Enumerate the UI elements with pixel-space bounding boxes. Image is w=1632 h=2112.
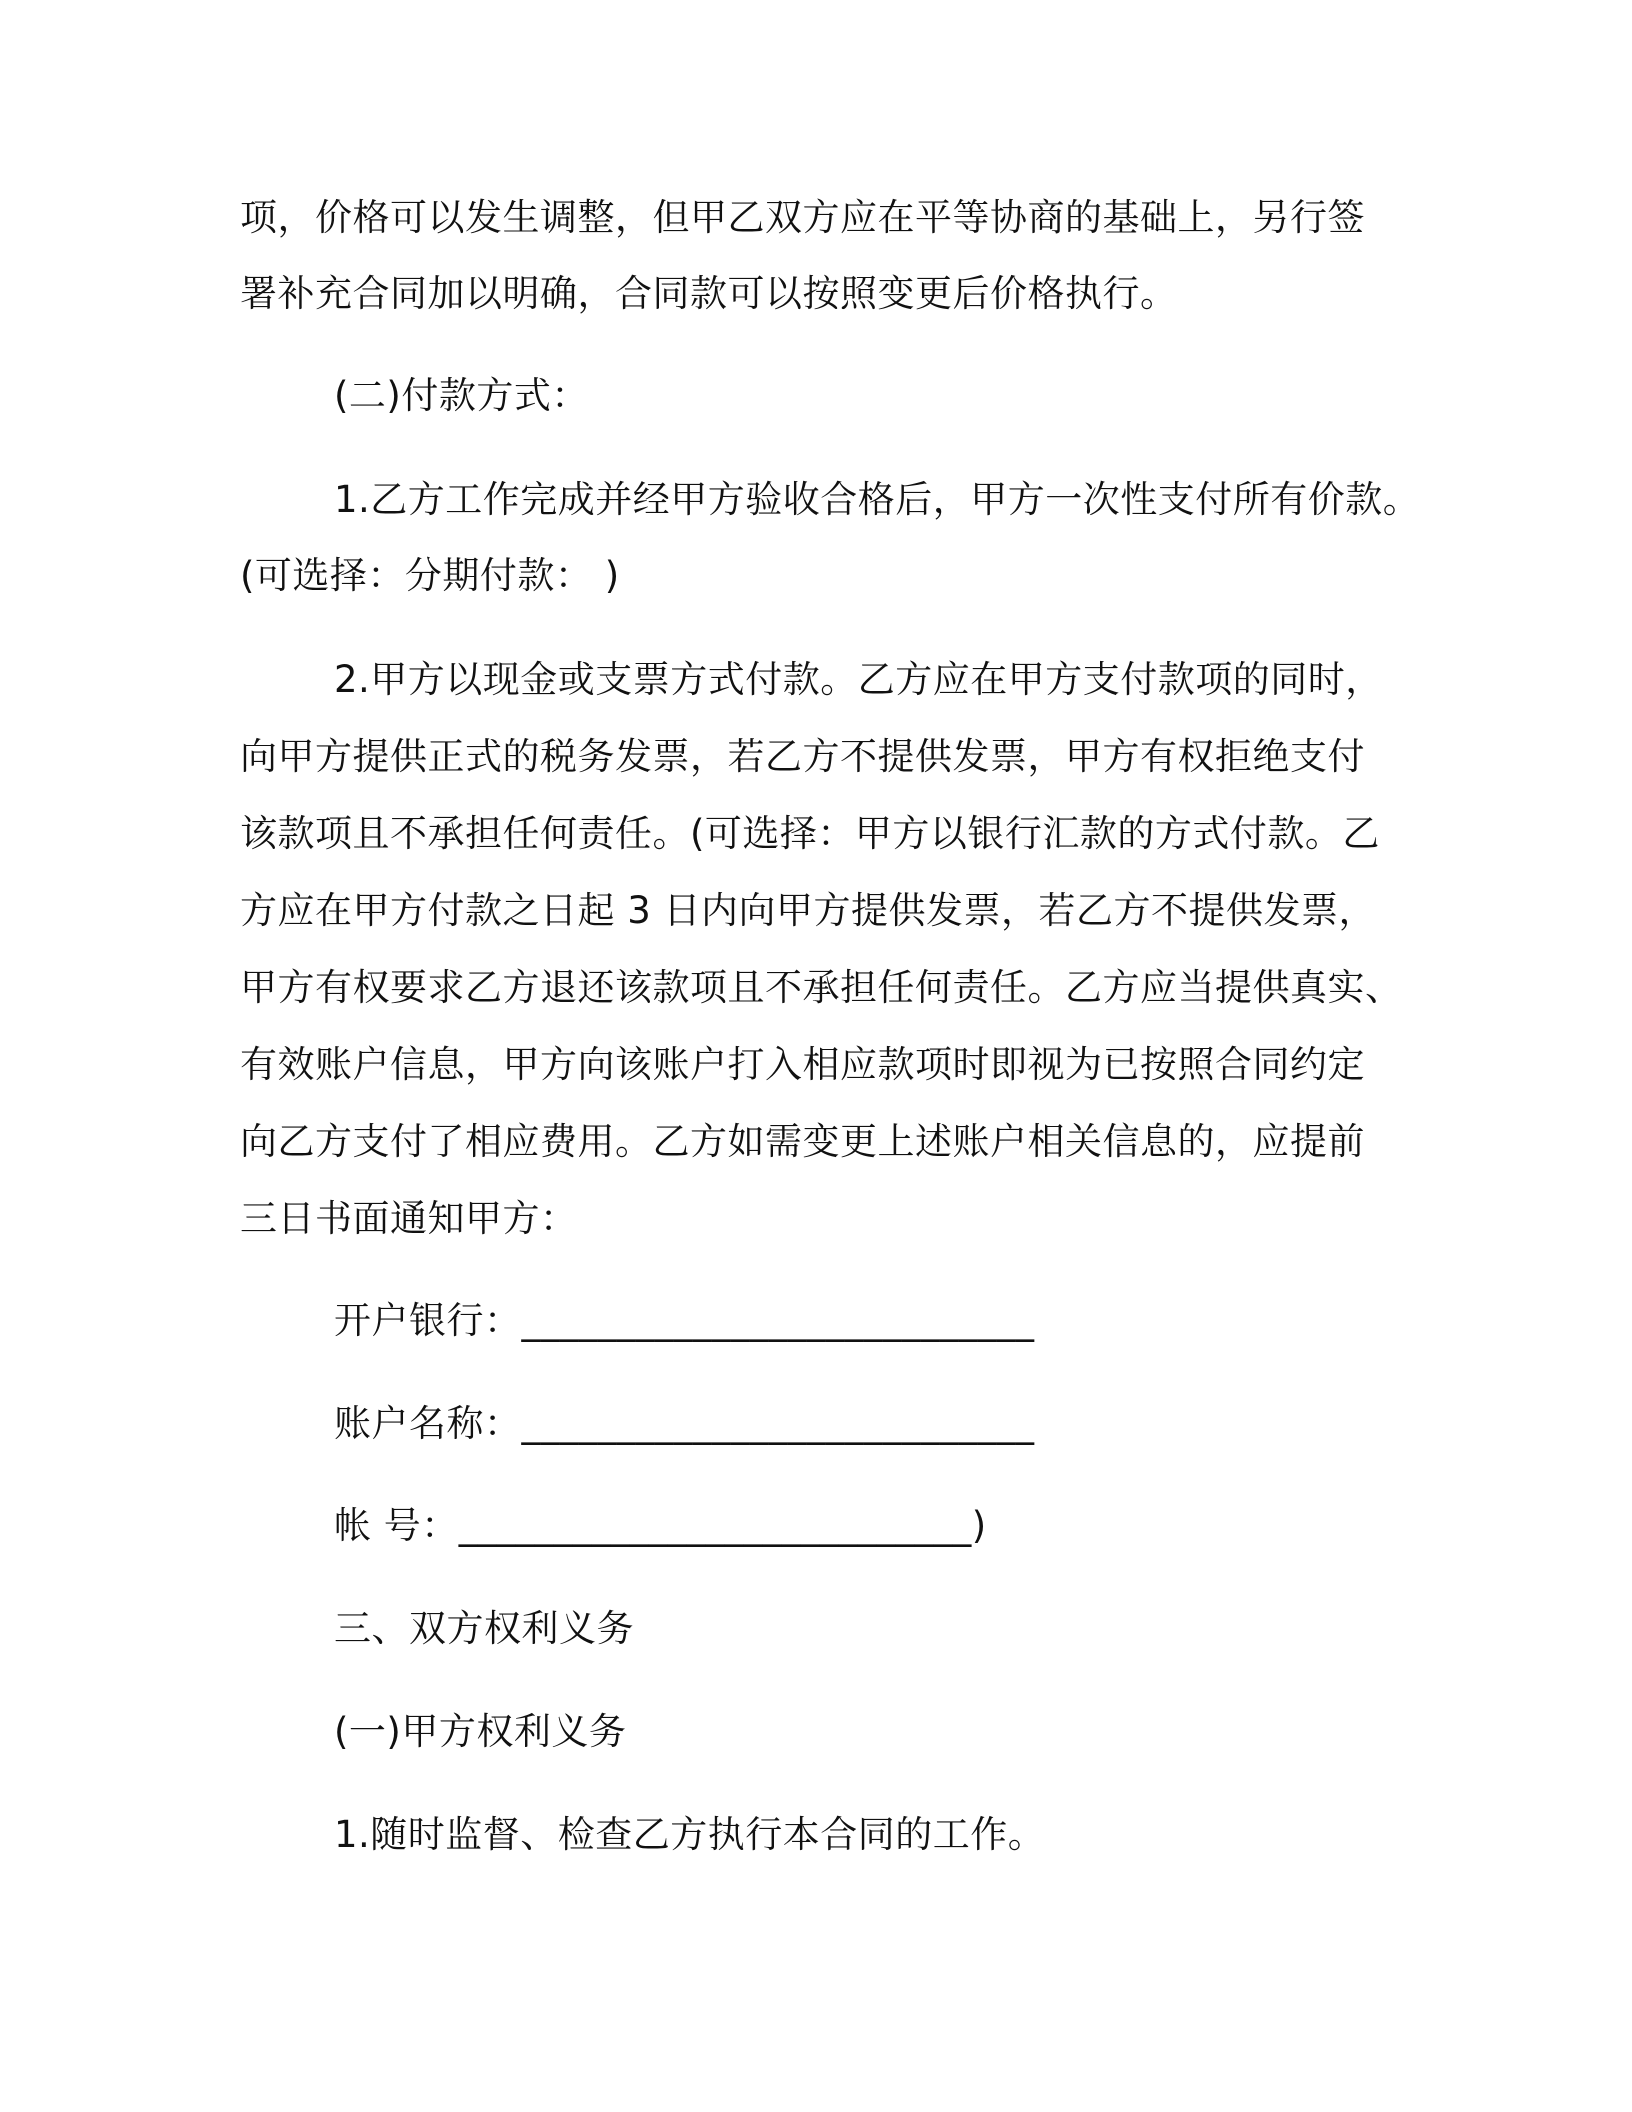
- paragraph-line: 该款项且不承担任何责任。(可选择：甲方以银行汇款的方式付款。乙: [240, 812, 1380, 855]
- paragraph-line: 1.随时监督、检查乙方执行本合同的工作。: [334, 1813, 1046, 1856]
- paragraph-line: 1.乙方工作完成并经甲方验收合格后，甲方一次性支付所有价款。: [334, 478, 1421, 521]
- paragraph-line: 向乙方支付了相应费用。乙方如需变更上述账户相关信息的，应提前: [240, 1120, 1365, 1163]
- section-heading: (二)付款方式：: [334, 374, 589, 417]
- paragraph-line: (可选择：分期付款： ): [240, 554, 620, 597]
- account-name-field: 账户名称：___________________________: [334, 1402, 1035, 1445]
- section-heading: 三、双方权利义务: [334, 1607, 634, 1650]
- paragraph-line: 项，价格可以发生调整，但甲乙双方应在平等协商的基础上，另行签: [240, 196, 1365, 239]
- account-number-field: 帐 号：___________________________): [334, 1504, 987, 1547]
- paragraph-line: 有效账户信息，甲方向该账户打入相应款项时即视为已按照合同约定: [240, 1043, 1365, 1086]
- paragraph-line: 甲方有权要求乙方退还该款项且不承担任何责任。乙方应当提供真实、: [240, 966, 1403, 1009]
- paragraph-line: 向甲方提供正式的税务发票，若乙方不提供发票，甲方有权拒绝支付: [240, 735, 1365, 778]
- paragraph-line: 2.甲方以现金或支票方式付款。乙方应在甲方支付款项的同时，: [334, 658, 1383, 701]
- paragraph-line: 署补充合同加以明确，合同款可以按照变更后价格执行。: [240, 272, 1178, 315]
- paragraph-line: 三日书面通知甲方：: [240, 1197, 578, 1240]
- subsection-heading: (一)甲方权利义务: [334, 1710, 627, 1753]
- paragraph-line: 方应在甲方付款之日起 3 日内向甲方提供发票，若乙方不提供发票，: [240, 889, 1377, 932]
- bank-name-field: 开户银行：___________________________: [334, 1299, 1035, 1342]
